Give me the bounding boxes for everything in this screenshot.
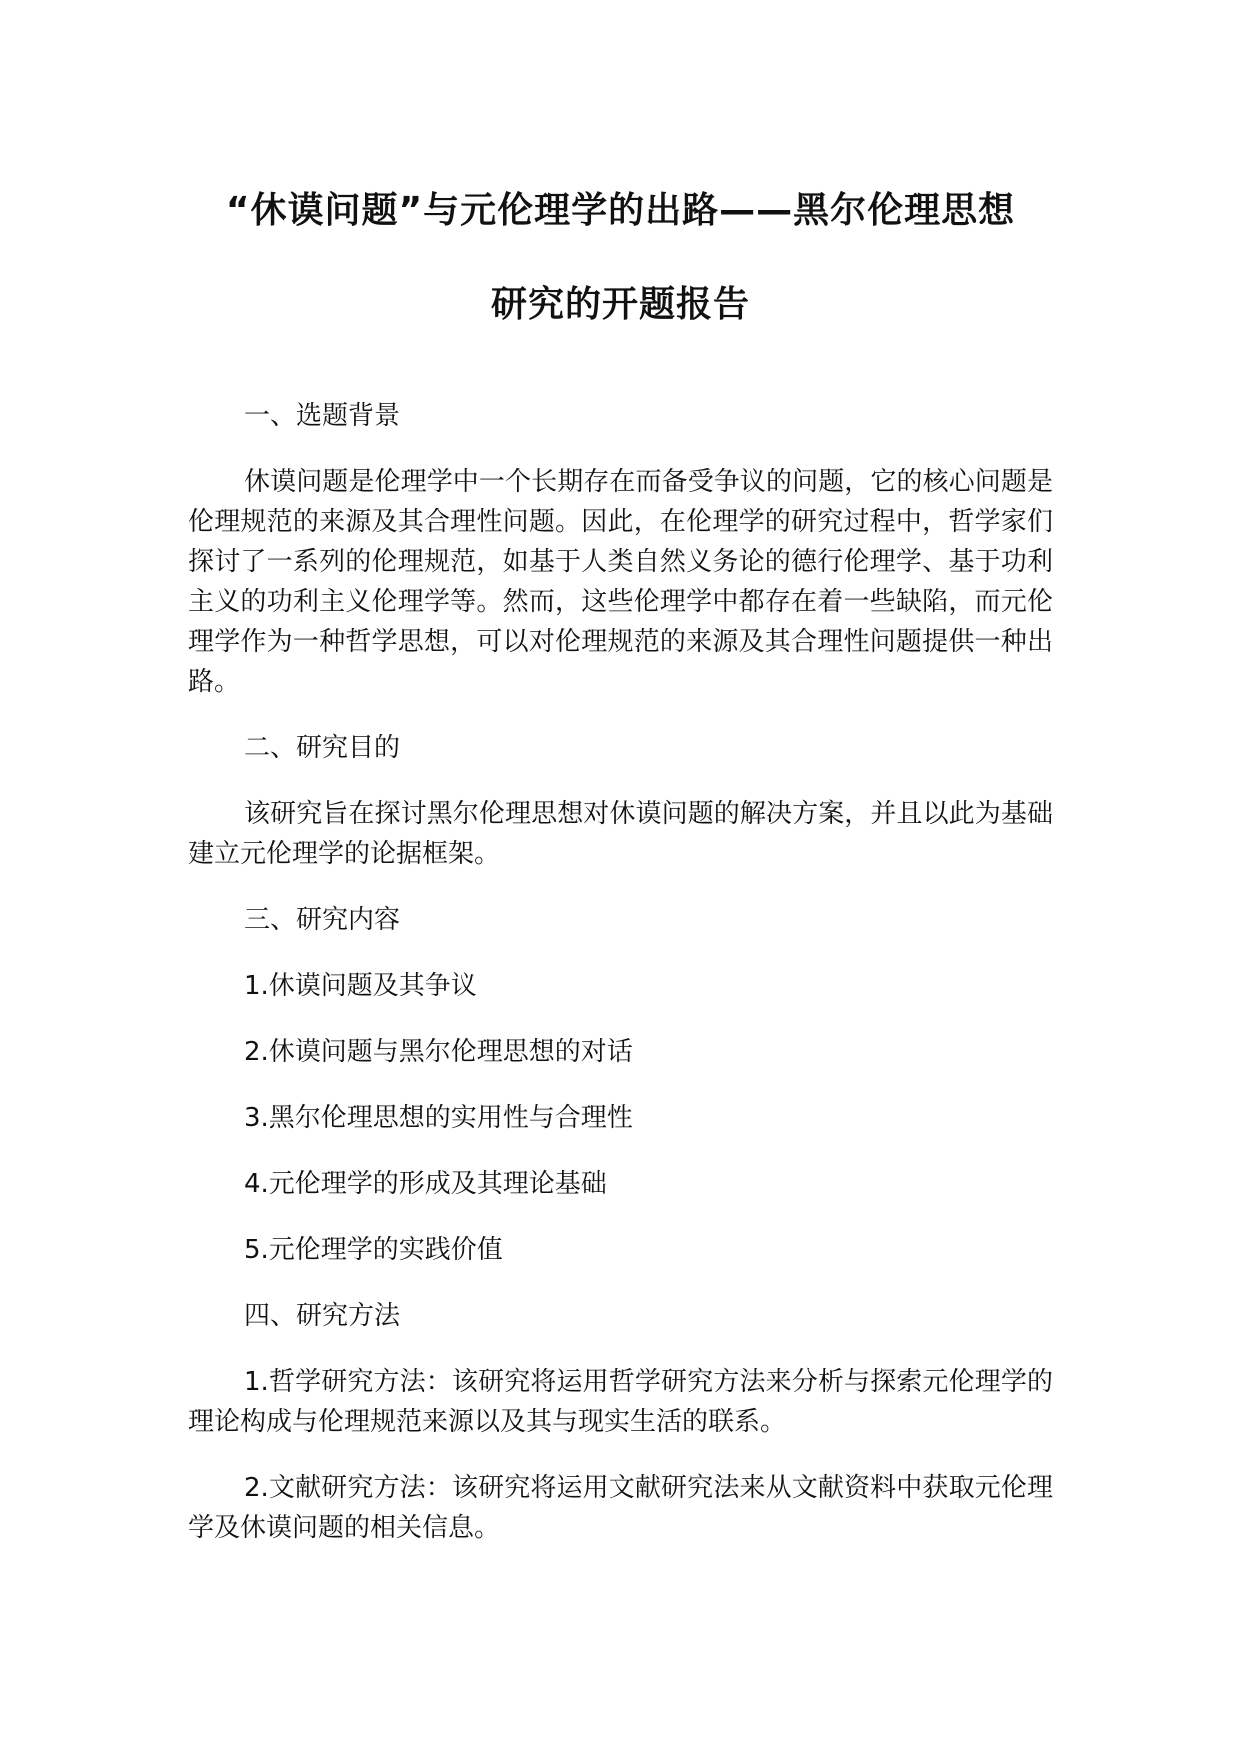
content-item: 3.黑尔伦理思想的实用性与合理性 (244, 1103, 633, 1133)
content-item: 4.元伦理学的形成及其理论基础 (244, 1169, 607, 1199)
title-line-1: “休谟问题”与元伦理学的出路——黑尔伦理思想 (225, 190, 1016, 231)
section-heading-content: 三、研究内容 (244, 905, 401, 935)
document-body (188, 396, 1053, 1548)
section-heading-methods: 四、研究方法 (244, 1301, 401, 1331)
purpose-paragraph: 该研究旨在探讨黑尔伦理思想对休谟问题的解决方案，并且以此为基础建立元伦理学的论据框架。 (188, 799, 1053, 869)
methods-item: 2.文献研究方法：该研究将运用文献研究法来从文献资料中获取元伦理学及休谟问题的相关信息。 (188, 1473, 1053, 1543)
section-heading-purpose: 二、研究目的 (244, 733, 401, 763)
title-line-2: 研究的开题报告 (490, 284, 750, 325)
section-heading-background: 一、选题背景 (244, 401, 401, 431)
document-title (188, 164, 1053, 352)
methods-item: 1.哲学研究方法：该研究将运用哲学研究方法来分析与探索元伦理学的理论构成与伦理规范来源以及其与现实生活的联系。 (188, 1367, 1053, 1437)
background-paragraph: 休谟问题是伦理学中一个长期存在而备受争议的问题，它的核心问题是伦理规范的来源及其合理性问题。因此，在伦理学的研究过程中，哲学家们探讨了一系列的伦理规范，如基于人类自然义务论的德行伦理学、基于功利主义的功利主义伦理学等。然而，这些伦理学中都存在着一些缺陷，而元伦理学作为一种哲学思想，可以对伦理规范的来源及其合理性问题提供一种出路。 (188, 467, 1053, 697)
content-item: 2.休谟问题与黑尔伦理思想的对话 (244, 1037, 633, 1067)
content-item: 1.休谟问题及其争议 (244, 971, 477, 1001)
content-item: 5.元伦理学的实践价值 (244, 1235, 503, 1265)
